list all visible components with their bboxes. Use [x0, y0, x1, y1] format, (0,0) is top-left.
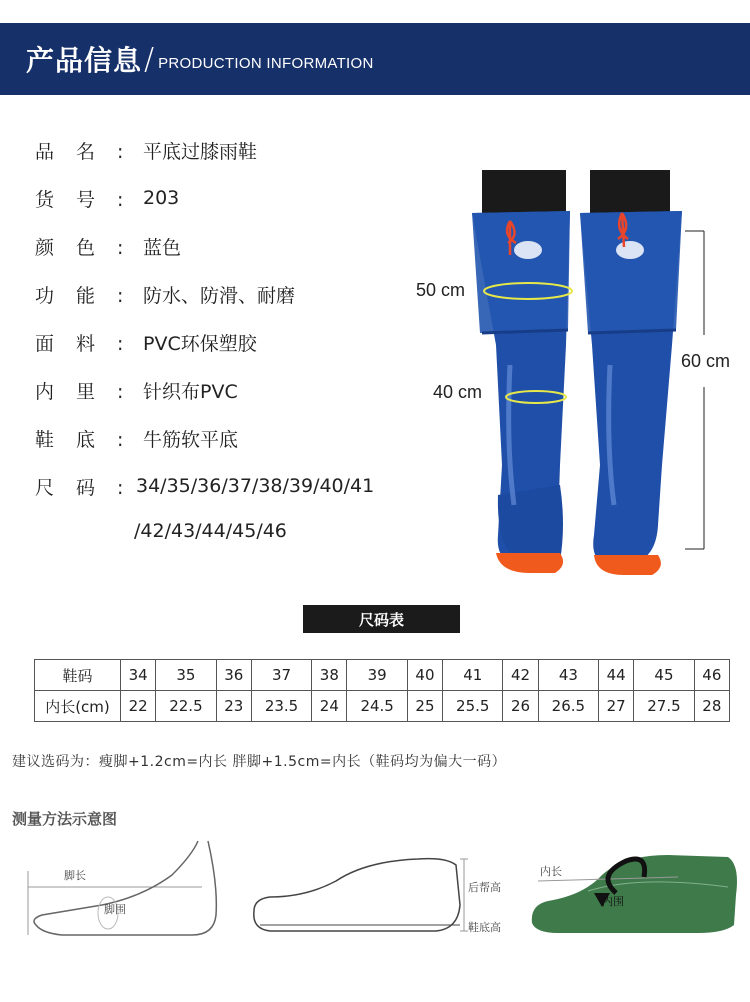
table-cell: 26.5	[538, 691, 598, 722]
shoe-diagram	[246, 835, 516, 945]
table-cell: 25.5	[443, 691, 503, 722]
spec-label: 品名:	[35, 140, 146, 163]
last-diagram	[528, 835, 740, 945]
table-cell: 39	[347, 660, 407, 691]
table-row-sizes	[35, 660, 730, 691]
measure-label-mid: 40 cm	[433, 382, 483, 402]
size-table-title: 尺码表	[303, 605, 460, 633]
shoe-last-illustration	[528, 835, 740, 945]
size-table	[34, 659, 730, 722]
spec-row-size	[35, 473, 375, 499]
spec-label: 功能:	[35, 284, 146, 307]
spec-label: 面料:	[35, 332, 146, 355]
table-cell: 22	[121, 691, 156, 722]
table-cell: 40	[407, 660, 442, 691]
label-inner-length: 内长	[540, 865, 562, 878]
rain-boots-illustration	[410, 165, 740, 585]
label-heel-height: 后帮高	[468, 881, 501, 894]
section-header	[0, 23, 750, 95]
size-list-continued: /42/43/44/45/46	[134, 520, 287, 542]
spec-row-name	[35, 137, 258, 163]
table-cell: 44	[599, 660, 634, 691]
table-cell: 46	[694, 660, 729, 691]
table-cell: 34	[121, 660, 156, 691]
table-cell: 24.5	[347, 691, 407, 722]
label-foot-length: 脚长	[64, 869, 86, 882]
spec-row-item-number	[35, 185, 180, 211]
table-row-label: 鞋码	[35, 660, 121, 691]
table-cell: 28	[694, 691, 729, 722]
table-cell: 27.5	[634, 691, 694, 722]
table-row-lengths	[35, 691, 730, 722]
table-cell: 27	[599, 691, 634, 722]
table-cell: 25	[407, 691, 442, 722]
spec-label: 货号:	[35, 188, 146, 211]
product-image	[410, 165, 740, 585]
spec-value: 防水、防滑、耐磨	[143, 284, 296, 307]
spec-label: 尺码:	[35, 476, 146, 499]
spec-value: 34/35/36/37/38/39/40/41	[136, 475, 375, 497]
foot-illustration	[22, 835, 232, 945]
spec-row-material	[35, 329, 257, 355]
label-sole-height: 鞋底高	[468, 921, 501, 934]
label-inner-girth: 内围	[602, 895, 624, 908]
table-cell: 23	[216, 691, 251, 722]
spec-label: 颜色:	[35, 236, 146, 259]
measure-label-top: 50 cm	[416, 280, 466, 300]
spec-row-sole	[35, 425, 239, 451]
spec-label: 鞋底:	[35, 428, 146, 451]
foot-diagram	[22, 835, 232, 945]
table-cell: 36	[216, 660, 251, 691]
spec-value: PVC环保塑胶	[143, 332, 257, 355]
table-cell: 43	[538, 660, 598, 691]
spec-value: 平底过膝雨鞋	[143, 140, 258, 163]
table-cell: 22.5	[156, 691, 216, 722]
table-row-label: 内长(cm)	[35, 691, 121, 722]
header-title-cn: 产品信息	[26, 44, 143, 77]
spec-row-function	[35, 281, 296, 307]
measure-label-height: 60 cm	[681, 351, 731, 371]
spec-value: 蓝色	[143, 236, 182, 259]
header-slash: /	[144, 41, 155, 77]
table-cell: 38	[312, 660, 347, 691]
table-cell: 45	[634, 660, 694, 691]
header-title-en: PRODUCTION INFORMATION	[158, 54, 374, 72]
spec-value: 针织布PVC	[143, 380, 238, 403]
table-cell: 41	[443, 660, 503, 691]
spec-row-color	[35, 233, 182, 259]
table-cell: 35	[156, 660, 216, 691]
table-cell: 23.5	[251, 691, 311, 722]
spec-value: 牛筋软平底	[143, 428, 239, 451]
spec-value: 203	[143, 187, 180, 209]
size-advice: 建议选码为：瘦脚+1.2cm=内长 胖脚+1.5cm=内长（鞋码均为偏大一码）	[12, 754, 507, 770]
spec-label: 内里:	[35, 380, 146, 403]
table-cell: 37	[251, 660, 311, 691]
table-cell: 26	[503, 691, 538, 722]
table-cell: 24	[312, 691, 347, 722]
table-cell: 42	[503, 660, 538, 691]
method-title: 测量方法示意图	[12, 810, 118, 828]
spec-row-lining	[35, 377, 238, 403]
label-foot-girth: 脚围	[104, 903, 126, 916]
